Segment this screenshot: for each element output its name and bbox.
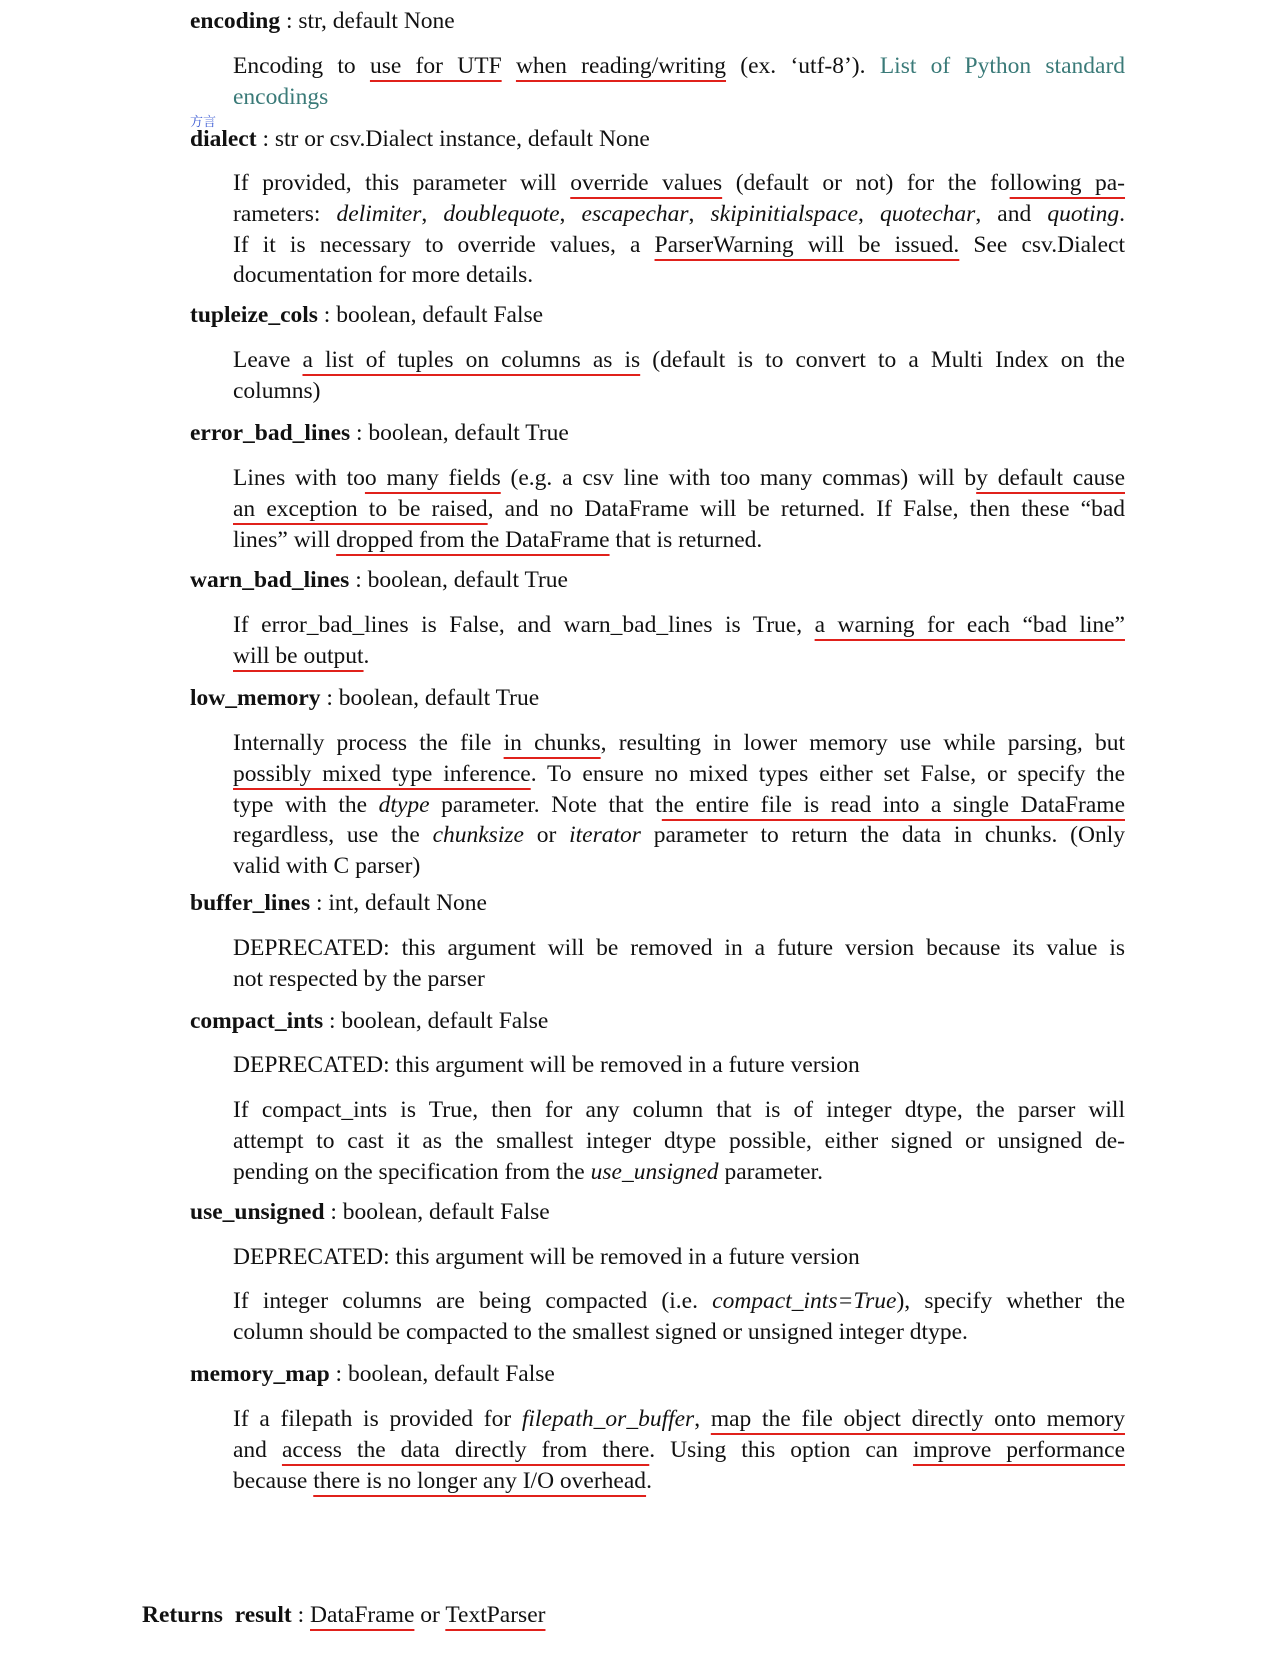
- param-buffer-lines-description: [233, 933, 1125, 995]
- text-line: possibly mixed type inference. To ensure no mixed types either set False, or specify the: [233, 760, 1125, 787]
- text-line: If integer columns are being compacted (i.e. compact_ints=True), specify whether the: [233, 1288, 1125, 1314]
- text-line: regardless, use the chunksize or iterator parameter to return the data in chunks. (Only: [233, 822, 1125, 849]
- annotated-phrase: use for UTF: [369, 53, 502, 79]
- python-encodings-link[interactable]: List of Python standard: [879, 53, 1126, 79]
- param-type: : boolean, default False: [317, 302, 544, 328]
- param-name: encoding: [190, 8, 281, 34]
- text-line: and access the data directly from there. Using this option can improve performance: [233, 1436, 1126, 1463]
- param-memory-map-description: [233, 1404, 1125, 1496]
- param-use-unsigned-description: [233, 1286, 1125, 1348]
- param-type: : boolean, default True: [349, 567, 568, 593]
- text-line: If compact_ints is True, then for any column that is of integer dtype, the parser will: [233, 1097, 1125, 1123]
- text-line: an exception to be raised, and no DataFrame will be returned. If False, then these “bad: [233, 495, 1126, 522]
- param-use-unsigned-deprecated: [233, 1242, 1125, 1273]
- text-line: If a filepath is provided for filepath_or_buffer, map the file object directly onto memory: [233, 1406, 1125, 1432]
- text-line: columns): [233, 377, 321, 404]
- annotated-phrase: a list of tuples on columns as is: [302, 347, 641, 373]
- text-line: DEPRECATED: this argument will be removed in a future version because its value is: [233, 935, 1125, 961]
- annotated-phrase: override values: [570, 170, 723, 196]
- annotated-phrase: dropped from the DataFrame: [336, 526, 610, 553]
- annotated-phrase: he entire file is read into a single DataFrame: [661, 791, 1125, 818]
- param-dialect-description: [233, 168, 1125, 291]
- text-line: type with the dtype parameter. Note that the entire file is read into a single DataFrame: [233, 791, 1125, 818]
- annotated-phrase: llowing pa-: [1009, 170, 1126, 196]
- param-warn-bad-lines-description: [233, 610, 1125, 672]
- param-low-memory: [190, 683, 539, 714]
- param-type: : boolean, default False: [329, 1361, 555, 1387]
- text-line: DEPRECATED: this argument will be removed in a future version: [233, 1052, 860, 1078]
- annotated-phrase: y default cause: [976, 465, 1125, 491]
- param-use-unsigned: [190, 1197, 550, 1228]
- param-memory-map: [190, 1359, 555, 1390]
- param-name: memory_map: [190, 1361, 330, 1387]
- param-type: : str, default None: [280, 8, 455, 34]
- text-line: If error_bad_lines is False, and warn_bad_lines is True, a warning for each “bad line”: [233, 612, 1125, 638]
- param-name: tupleize_cols: [190, 302, 318, 328]
- param-compact-ints-description: [233, 1095, 1125, 1187]
- param-type: : boolean, default False: [323, 1008, 549, 1034]
- param-name: compact_ints: [190, 1008, 324, 1034]
- param-name: error_bad_lines: [190, 420, 351, 446]
- param-tupleize-cols: [190, 300, 543, 331]
- returns-name: result: [234, 1602, 292, 1628]
- param-encoding: [190, 6, 455, 37]
- param-buffer-lines: [190, 888, 487, 919]
- text-line: because there is no longer any I/O overhead.: [233, 1467, 652, 1494]
- annotated-phrase: o many fields: [364, 465, 501, 491]
- text-line: Internally process the file in chunks, resulting in lower memory use while parsing, but: [233, 730, 1125, 756]
- text-line: lines” will dropped from the DataFrame that is returned.: [233, 526, 763, 553]
- param-dialect: [190, 124, 650, 155]
- text-line: not respected by the parser: [233, 965, 485, 992]
- text-line: will be output.: [233, 642, 370, 669]
- param-type: : int, default None: [310, 890, 487, 916]
- python-encodings-link[interactable]: encodings: [233, 83, 329, 110]
- annotated-phrase: a warning for each “bad line”: [814, 612, 1125, 638]
- text-line: attempt to cast it as the smallest integer dtype possible, either signed or unsigned de-: [233, 1127, 1125, 1154]
- param-compact-ints-deprecated: [233, 1050, 1125, 1081]
- text-line: Lines with too many fields (e.g. a csv line with too many commas) will by default cause: [233, 465, 1125, 491]
- param-encoding-description: [233, 51, 1125, 113]
- param-low-memory-description: [233, 728, 1125, 882]
- annotated-phrase: ParserWarning will be issued.: [654, 231, 960, 258]
- return-type-dataframe: DataFrame: [310, 1602, 415, 1628]
- returns-section: Returns result : DataFrame or TextParser: [142, 1602, 546, 1628]
- text-line: pending on the specification from the use_unsigned parameter.: [233, 1158, 823, 1185]
- param-name: dialect: [190, 126, 257, 152]
- param-name: use_unsigned: [190, 1199, 325, 1225]
- text-line: If provided, this parameter will override values (default or not) for the following pa-: [233, 170, 1126, 196]
- text-line: DEPRECATED: this argument will be removed in a future version: [233, 1244, 860, 1270]
- param-error-bad-lines: [190, 418, 569, 449]
- param-type: : str or csv.Dialect instance, default None: [256, 126, 650, 152]
- annotated-phrase: improve performance: [912, 1436, 1126, 1463]
- text-line: Encoding to use for UTF when reading/writing (ex. ‘utf-8’). List of Python standard: [233, 53, 1126, 79]
- text-line: [233, 82, 1125, 113]
- returns-label: Returns: [142, 1602, 223, 1628]
- return-type-textparser: TextParser: [445, 1602, 546, 1628]
- annotated-phrase: map the file object directly onto memory: [710, 1406, 1125, 1432]
- text-line: Leave a list of tuples on columns as is (default is to convert to a Multi Index on the: [233, 347, 1125, 373]
- text-line: column should be compacted to the smallest signed or unsigned integer dtype.: [233, 1318, 968, 1345]
- text-line: documentation for more details.: [233, 262, 534, 289]
- annotated-phrase: access the data directly from there: [281, 1436, 650, 1463]
- annotated-phrase: in chunks: [503, 730, 601, 756]
- annotated-phrase: when reading/writing: [515, 53, 727, 79]
- param-type: : boolean, default True: [320, 685, 540, 711]
- text-line: rameters: delimiter, doublequote, escapechar, skipinitialspace, quotechar, and quoting.: [233, 200, 1126, 227]
- text-line: If it is necessary to override values, a ParserWarning will be issued. See csv.Dialect: [233, 231, 1125, 258]
- param-compact-ints: [190, 1006, 548, 1037]
- param-name: buffer_lines: [190, 890, 311, 916]
- param-name: low_memory: [190, 685, 321, 711]
- annotated-phrase: possibly mixed type inference: [233, 760, 531, 787]
- text-line: valid with C parser): [233, 853, 421, 880]
- param-name: warn_bad_lines: [190, 567, 350, 593]
- handwritten-annotation: 方言: [190, 115, 217, 130]
- annotated-phrase: will be output: [233, 642, 364, 669]
- param-type: : boolean, default True: [350, 420, 569, 446]
- param-warn-bad-lines: [190, 565, 568, 596]
- param-type: : boolean, default False: [324, 1199, 550, 1225]
- annotated-phrase: there is no longer any I/O overhead: [313, 1467, 647, 1494]
- param-error-bad-lines-description: [233, 463, 1125, 555]
- annotated-phrase: an exception to be raised: [233, 495, 488, 522]
- param-tupleize-cols-description: [233, 345, 1125, 407]
